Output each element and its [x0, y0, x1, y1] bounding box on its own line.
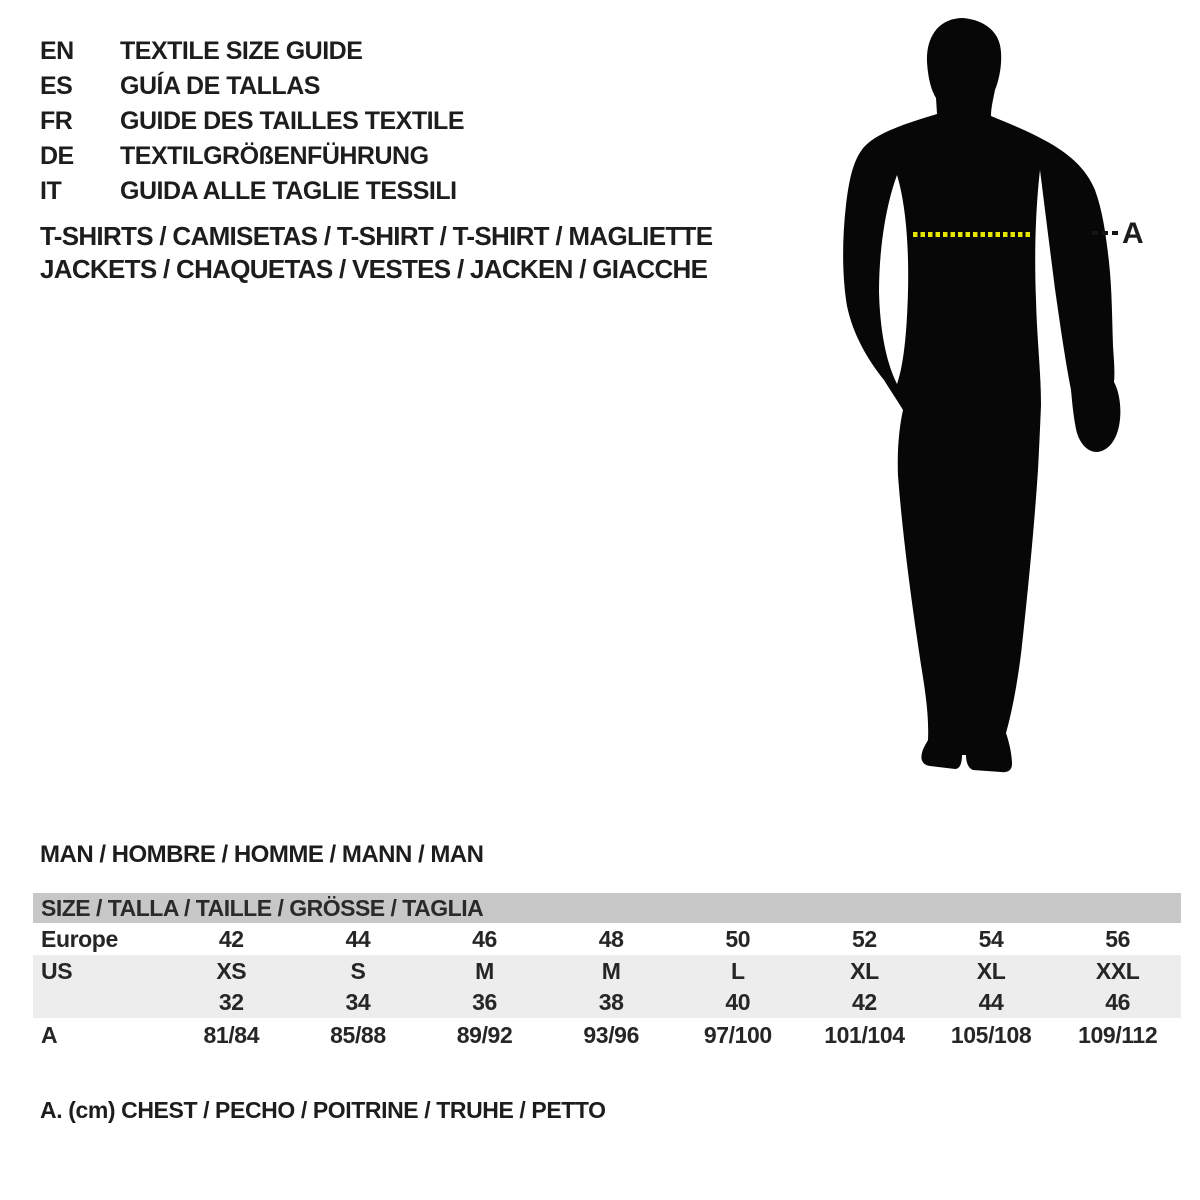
table-cell: M — [475, 957, 494, 984]
table-cell: 32 — [218, 989, 244, 1015]
table-cell: 46 — [1105, 989, 1131, 1015]
table-cell: 44 — [345, 925, 371, 952]
language-code: EN — [40, 37, 74, 65]
table-cell: 50 — [725, 925, 751, 952]
table-cell: 34 — [345, 989, 371, 1015]
category-line-1: T-SHIRTS / CAMISETAS / T-SHIRT / T-SHIRT / MAGLIETTE — [40, 221, 713, 251]
table-cell: 93/96 — [583, 1022, 639, 1048]
language-code: ES — [40, 72, 73, 100]
table-cell: XXL — [1095, 957, 1140, 984]
language-row-fr — [40, 104, 464, 139]
size-table — [33, 923, 1181, 1053]
table-cell: 36 — [472, 989, 497, 1015]
table-cell: 42 — [852, 989, 877, 1015]
man-silhouette-svg — [835, 5, 1127, 795]
language-list — [40, 34, 464, 209]
table-cell: 52 — [852, 925, 877, 952]
table-cell: XL — [850, 957, 879, 984]
table-cell: 46 — [472, 925, 497, 952]
language-code: IT — [40, 177, 62, 205]
category-list — [40, 220, 712, 286]
chest-measure-dotted-line — [913, 232, 1032, 237]
table-cell: 89/92 — [456, 1022, 513, 1048]
language-title: GUÍA DE TALLAS — [120, 72, 320, 100]
language-row-en — [40, 34, 464, 69]
table-row-a — [33, 1018, 1181, 1053]
table-cell: 56 — [1105, 925, 1131, 952]
language-title: GUIDA ALLE TAGLIE TESSILI — [120, 177, 457, 205]
language-row-de — [40, 139, 464, 174]
language-row-it — [40, 174, 464, 209]
row-label: US — [41, 957, 73, 984]
language-code: FR — [40, 107, 73, 135]
language-row-es — [40, 69, 464, 104]
table-cell: 48 — [598, 925, 624, 952]
table-cell: 54 — [978, 925, 1004, 952]
row-label: A — [41, 1022, 58, 1048]
table-cell: XL — [976, 957, 1006, 984]
language-title: TEXTILGRÖßENFÜHRUNG — [120, 142, 429, 170]
table-cell: 101/104 — [824, 1022, 905, 1048]
table-cell: S — [350, 957, 366, 984]
language-title: TEXTILE SIZE GUIDE — [120, 37, 363, 65]
table-cell: 85/88 — [330, 1022, 386, 1048]
man-silhouette — [835, 5, 1127, 795]
table-cell: 40 — [725, 989, 751, 1015]
measure-pointer-dashes — [1092, 231, 1119, 235]
table-cell: L — [730, 957, 745, 984]
table-cell: 105/108 — [950, 1022, 1032, 1048]
table-row-sizes — [33, 987, 1181, 1018]
table-cell: M — [601, 957, 621, 984]
footnote: A. (cm) CHEST / PECHO / POITRINE / TRUHE / PETTO — [40, 1097, 606, 1123]
table-cell: 42 — [218, 925, 244, 952]
table-cell: 81/84 — [203, 1022, 260, 1048]
table-cell: 44 — [978, 989, 1004, 1015]
measure-label-a: A — [1122, 217, 1144, 250]
table-cell: 97/100 — [703, 1022, 772, 1048]
table-cell: XS — [216, 957, 247, 984]
table-row-us — [33, 955, 1181, 987]
size-table-header: SIZE / TALLA / TAILLE / GRÖSSE / TAGLIA — [33, 893, 1181, 923]
table-cell: 109/112 — [1078, 1022, 1158, 1048]
section-title: MAN / HOMBRE / HOMME / MANN / MAN — [40, 841, 484, 868]
language-title: GUIDE DES TAILLES TEXTILE — [120, 107, 465, 135]
language-code: DE — [40, 142, 74, 170]
row-label: Europe — [41, 925, 118, 952]
table-row-europe — [33, 923, 1181, 955]
category-line-2: JACKETS / CHAQUETAS / VESTES / JACKEN / GIACCHE — [40, 254, 708, 284]
table-cell: 38 — [598, 989, 624, 1015]
